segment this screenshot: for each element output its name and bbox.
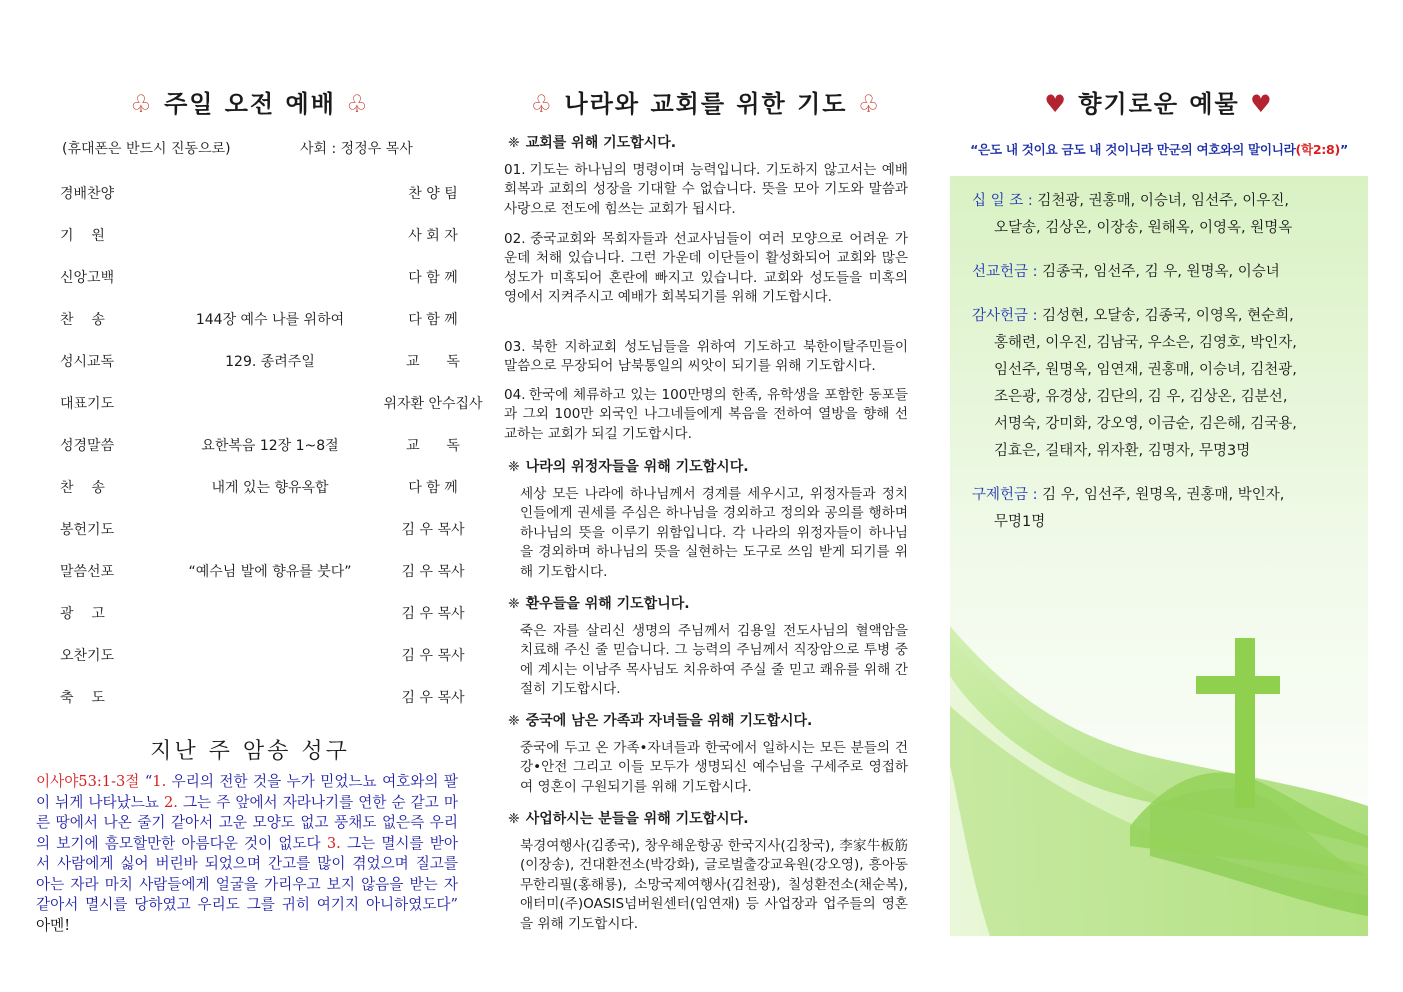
club-icon: ♧ xyxy=(857,90,882,118)
order-detail: “예수님 발에 향유를 붓다” xyxy=(188,564,352,580)
bullet-icon: ❈ xyxy=(508,811,520,827)
order-item: 경배찬양 xyxy=(60,186,115,202)
offering-names: 무명1명 xyxy=(994,514,1046,530)
order-leader: 교 독 xyxy=(406,438,460,454)
offering-thanks xyxy=(972,303,1344,465)
order-detail: 144장 예수 나를 위하여 xyxy=(195,312,345,328)
prayer-item-number: 02. xyxy=(504,231,526,247)
order-detail: 요한복음 12장 1~8절 xyxy=(201,438,339,454)
order-row xyxy=(60,435,470,457)
memory-verse-title: 지난 주 암송 성구 xyxy=(150,739,350,764)
order-row xyxy=(60,687,470,709)
prayer-heading-text: 중국에 남은 가족과 자녀들을 위해 기도합시다. xyxy=(525,713,813,729)
order-item: 말씀선포 xyxy=(60,564,115,580)
offering-names: 김성현, 오달송, 김종국, 이영옥, 현순희, xyxy=(1037,308,1294,324)
heart-icon: ♥ xyxy=(1250,89,1274,118)
prayer-heading xyxy=(508,132,676,152)
offering-names: 조은광, 유경상, 김단의, 김 우, 김상온, 김분선, xyxy=(994,389,1288,405)
quote-text: “은도 내 것이요 금도 내 것이니라 만군의 여호와의 말이니라 xyxy=(970,142,1296,157)
prayer-item-text: 중국교회와 목회자들과 선교사님들이 여러 모양으로 어려운 가운데 처해 있습니다. 그런 가운데 이단들이 활성화되어 교회와 많은 성도가 미혹되어 혼란에 빠지고 있습니다. 교회와 성도들을 미혹의 영에서 지켜주시고 예배가 회복되기를 위해 기도합시다. xyxy=(504,231,908,306)
order-detail: 내게 있는 향유옥합 xyxy=(211,480,329,496)
order-row xyxy=(60,477,470,499)
prayer-heading xyxy=(508,593,690,613)
bullet-icon: ❈ xyxy=(508,459,520,475)
offering-title-text: 향기로운 예물 xyxy=(1078,89,1240,118)
verse-text: 그는 주 앞에서 자라나기를 연한 순 같고 마른 땅에서 나온 줄기 같아서 고운 모양도 없고 풍채도 없은즉 우리의 보기에 흠모할만한 아름다운 것이 없도다 xyxy=(36,793,458,852)
offering-relief xyxy=(972,482,1344,536)
order-leader: 다 함 께 xyxy=(408,480,458,496)
verse-number: 2. xyxy=(163,793,178,811)
bullet-icon: ❈ xyxy=(508,713,520,729)
offering-tithe xyxy=(972,188,1344,242)
offering-label: 감사헌금 : xyxy=(972,308,1038,324)
prayer-item-number: 04. xyxy=(504,387,526,403)
offering-label: 구제헌금 : xyxy=(972,487,1038,503)
order-item: 광 고 xyxy=(60,606,105,622)
order-item: 신앙고백 xyxy=(60,270,115,286)
order-item: 찬 송 xyxy=(60,480,105,496)
order-leader: 사 회 자 xyxy=(408,228,458,244)
order-item: 성시교독 xyxy=(60,354,115,370)
offering-label: 십 일 조 : xyxy=(972,193,1033,209)
green-cross-background xyxy=(950,176,1368,936)
prayer-heading-text: 나라의 위정자들을 위해 기도합시다. xyxy=(525,459,749,475)
prayer-item-text: 한국에 체류하고 있는 100만명의 한족, 유학생을 포함한 동포들과 그외 100만 외국인 나그네들에게 복음을 전하여 열방을 향해 선교하는 교회가 되길 기도합시다. xyxy=(504,387,908,442)
order-leader: 김 우 목사 xyxy=(401,690,465,706)
worship-title-text: 주일 오전 예배 xyxy=(164,89,336,118)
prayer-item xyxy=(504,161,908,219)
prayer-heading-text: 사업하시는 분들을 위해 기도합시다. xyxy=(525,811,749,827)
verse-text: 우리의 전한 것을 누가 믿었느뇨 여호와의 팔이 뉘게 나타났느뇨 xyxy=(36,773,459,811)
phone-notice: (휴대폰은 반드시 진동으로) xyxy=(62,141,231,157)
offering-names: 임선주, 원명옥, 임연재, 권홍매, 이승녀, 김천광, xyxy=(994,362,1297,378)
order-row xyxy=(60,603,470,625)
order-item: 찬 송 xyxy=(60,312,105,328)
worship-title xyxy=(30,84,470,119)
order-item: 축 도 xyxy=(60,690,105,706)
prayer-item-text: 기도는 하나님의 명령이며 능력입니다. 기도하지 않고서는 예배 회복과 교회의 성장을 기대할 수 없습니다. 뜻을 모아 기도와 말씀과 사랑으로 전도에 힘쓰는 교회가 됩시다. xyxy=(504,162,908,217)
verse-text: 그는 멸시를 받아서 사람에게 싫어 버린바 되었으며 간고를 많이 겪었으며 질고를 아는 자라 마치 사람들에게 얼굴을 가리우고 보지 않음을 받는 자 같아서 멸시를 당하였고 우리도 그를 귀히 여기지 아니하였도다” xyxy=(36,834,459,913)
prayer-title-text: 나라와 교회를 위한 기도 xyxy=(564,89,848,118)
verse-open-quote: “ xyxy=(139,773,153,790)
offering-mission xyxy=(972,259,1344,286)
offering-names: 김종국, 임선주, 김 우, 원명옥, 이승녀 xyxy=(1037,264,1280,280)
order-leader: 김 우 목사 xyxy=(401,606,465,622)
verse-reference: 이사야53:1-3절 xyxy=(36,773,140,790)
offering-names: 서명숙, 강미화, 강오영, 이금순, 김은해, 김국용, xyxy=(994,416,1297,432)
club-icon: ♧ xyxy=(530,90,555,118)
offering-names: 김천광, 권홍매, 이승녀, 임선주, 이우진, xyxy=(1032,193,1289,209)
offering-title xyxy=(950,84,1368,119)
bullet-icon: ❈ xyxy=(508,596,520,612)
prayer-title xyxy=(500,84,912,119)
club-icon: ♧ xyxy=(346,90,370,118)
prayer-item-text: 북한 지하교회 성도님들을 위하여 기도하고 북한이탈주민들이 말씀으로 무장되어 남북통일의 씨앗이 되기를 위해 기도합시다. xyxy=(504,339,909,375)
prayer-heading-text: 교회를 위해 기도합시다. xyxy=(525,135,677,151)
offering-names: 오달송, 김상온, 이장송, 원해옥, 이영옥, 원명옥 xyxy=(994,220,1293,236)
prayer-heading xyxy=(508,710,812,730)
order-item: 봉헌기도 xyxy=(60,522,115,538)
service-leader: 사회 : 정정우 목사 xyxy=(300,141,413,157)
order-leader: 다 함 께 xyxy=(408,270,458,286)
order-item: 성경말씀 xyxy=(60,438,115,454)
prayer-paragraph: 중국에 두고 온 가족•자녀들과 한국에서 일하시는 모든 분들의 건강•안전 그리고 이들 모두가 생명되신 예수님을 구세주로 영접하여 영혼이 구원되기를 위해 기도합시다. xyxy=(520,740,908,795)
heart-icon: ♥ xyxy=(1044,89,1068,118)
order-leader: 교 독 xyxy=(406,354,460,370)
prayer-heading xyxy=(508,456,749,476)
order-row xyxy=(60,309,470,331)
verse-number: 3. xyxy=(326,834,341,852)
order-row xyxy=(60,645,470,667)
order-row xyxy=(60,225,470,247)
quote-reference: (학2:8) xyxy=(1295,142,1340,157)
order-leader: 김 우 목사 xyxy=(401,564,465,580)
prayer-heading-text: 환우들을 위해 기도합니다. xyxy=(525,596,690,612)
verse-number: 1. xyxy=(152,773,167,790)
order-item: 대표기도 xyxy=(60,396,115,412)
order-row xyxy=(60,267,470,289)
order-leader: 김 우 목사 xyxy=(401,648,465,664)
prayer-heading xyxy=(508,808,749,828)
bullet-icon: ❈ xyxy=(508,135,520,151)
offering-names: 김효은, 길태자, 위자환, 김명자, 무명3명 xyxy=(994,443,1251,459)
order-leader: 찬 양 팀 xyxy=(408,186,458,202)
order-item: 기 원 xyxy=(60,228,105,244)
prayer-paragraph: 북경여행사(김종국), 창우해운항공 한국지사(김창국), 李家牛板筋(이장송), 건대환전소(박강화), 글로벌출강교육원(강오영), 흥아동무한리필(홍해룡), 소망국제여행사(김천광), 칠성환전소(채순복), 애터미(주)OASIS넘버원센터(임연재) 등 사업장과 업주들의 영혼을 위해 기도합시다. xyxy=(520,838,908,932)
order-row xyxy=(60,183,470,205)
memory-verse xyxy=(36,772,458,936)
order-row xyxy=(60,519,470,541)
prayer-item xyxy=(504,338,908,377)
scripture-quote xyxy=(950,139,1368,158)
order-leader: 위자환 안수집사 xyxy=(383,396,483,412)
offering-names: 김 우, 임선주, 원명옥, 권홍매, 박인자, xyxy=(1037,487,1285,503)
order-leader: 다 함 께 xyxy=(408,312,458,328)
offering-names: 홍해련, 이우진, 김남국, 우소은, 김영호, 박인자, xyxy=(994,335,1297,351)
order-row xyxy=(60,561,470,583)
prayer-item xyxy=(504,386,908,444)
order-detail: 129. 종려주일 xyxy=(225,354,315,370)
prayer-item-number: 01. xyxy=(504,162,526,178)
prayer-paragraph: 죽은 자를 살리신 생명의 주님께서 김용일 전도사님의 혈액암을 치료해 주신 줄 믿습니다. 그 능력의 주님께서 직장암으로 투병 중에 계시는 이남주 목사님도 치유하여 주실 줄 믿고 쾌유를 위해 간절히 기도합시다. xyxy=(520,623,908,698)
prayer-paragraph: 세상 모든 나라에 하나님께서 경계를 세우시고, 위정자들과 정치인들에게 권세를 주심은 하나님을 경외하고 정의와 공의를 행하며 하나님의 뜻을 이루기 위함입니다. 각 나라의 위정자들이 하나님을 경외하며 하나님의 뜻을 실현하는 도구로 쓰임 받게 되기를 위해 기도합시다. xyxy=(520,486,908,580)
order-row xyxy=(60,393,483,415)
offering-label: 선교헌금 : xyxy=(972,264,1038,280)
amen-text: 아멘! xyxy=(36,916,71,934)
order-row xyxy=(60,351,470,373)
quote-close: ” xyxy=(1339,142,1348,157)
order-item: 오찬기도 xyxy=(60,648,115,664)
club-icon: ♧ xyxy=(130,90,154,118)
prayer-item-number: 03. xyxy=(504,339,526,355)
prayer-item xyxy=(504,230,908,308)
order-leader: 김 우 목사 xyxy=(401,522,465,538)
